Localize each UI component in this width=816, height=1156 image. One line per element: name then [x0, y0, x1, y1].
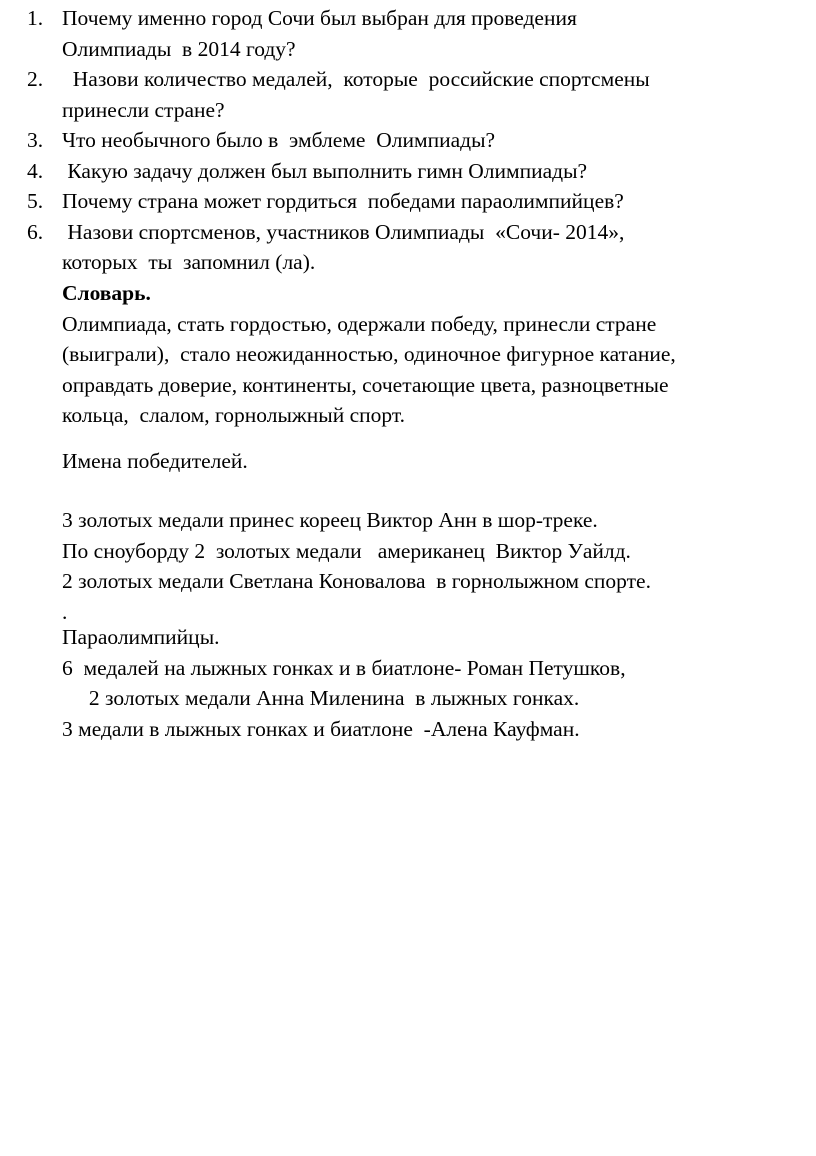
question-text: Назови спортсменов, участников Олимпиады «Сочи- 2014»,: [62, 219, 625, 244]
winners-list: [62, 505, 802, 627]
winner-line: 3 золотых медали принес кореец Виктор Анн в шор-треке.: [62, 508, 598, 532]
questions-list: [0, 3, 816, 278]
paralympians-title: Параолимпийцы.: [62, 625, 220, 649]
question-number: 3.: [27, 128, 44, 152]
winner-line: 2 золотых медали Светлана Коновалова в горнолыжном спорте.: [62, 569, 651, 593]
dictionary-line: кольца, слалом, горнолыжный спорт.: [62, 403, 405, 427]
paralympian-line: 2 золотых медали Анна Миленина в лыжных гонках.: [62, 686, 580, 710]
question-number: 5.: [27, 189, 44, 213]
question-text: Почему страна может гордиться победами параолимпийцев?: [62, 189, 624, 213]
dictionary-title: Словарь.: [62, 281, 151, 305]
dictionary-line: оправдать доверие, континенты, сочетающие цвета, разноцветные: [62, 372, 669, 397]
dictionary-section: [62, 278, 802, 431]
dictionary-line: (выиграли), стало неожиданностью, одиночное фигурное катание,: [62, 342, 676, 366]
question-item: [0, 217, 816, 278]
question-item: [0, 3, 816, 64]
winner-line: По сноуборду 2 золотых медали американец Виктор Уайлд.: [62, 538, 631, 563]
question-number: 1.: [27, 6, 44, 30]
question-item: [0, 125, 816, 156]
paralympians-section: [62, 622, 802, 744]
question-number: 2.: [27, 67, 44, 91]
question-number: 6.: [27, 219, 44, 244]
question-text: Что необычного было в эмблеме Олимпиады?: [62, 128, 496, 152]
question-text: Назови количество медалей, которые российские спортсмены: [62, 67, 650, 91]
question-number: 4.: [27, 158, 44, 183]
paralympian-line: 6 медалей на лыжных гонках и в биатлоне- Роман Петушков,: [62, 655, 626, 680]
question-text: Олимпиады в 2014 году?: [62, 36, 296, 61]
dictionary-line: Олимпиада, стать гордостью, одержали победу, принесли стране: [62, 311, 657, 336]
question-text: Почему именно город Сочи был выбран для проведения: [62, 6, 577, 30]
question-text: Какую задачу должен был выполнить гимн Олимпиады?: [62, 158, 588, 183]
question-item: [0, 186, 816, 217]
question-text: которых ты запомнил (ла).: [62, 250, 316, 274]
paralympian-line: 3 медали в лыжных гонках и биатлоне -Алена Кауфман.: [62, 716, 580, 741]
stray-dot: .: [62, 599, 68, 624]
question-item: [0, 64, 816, 125]
winners-title: Имена победителей.: [62, 449, 248, 473]
question-item: [0, 156, 816, 187]
winners-section: [62, 446, 802, 477]
question-text: принесли стране?: [62, 97, 225, 122]
